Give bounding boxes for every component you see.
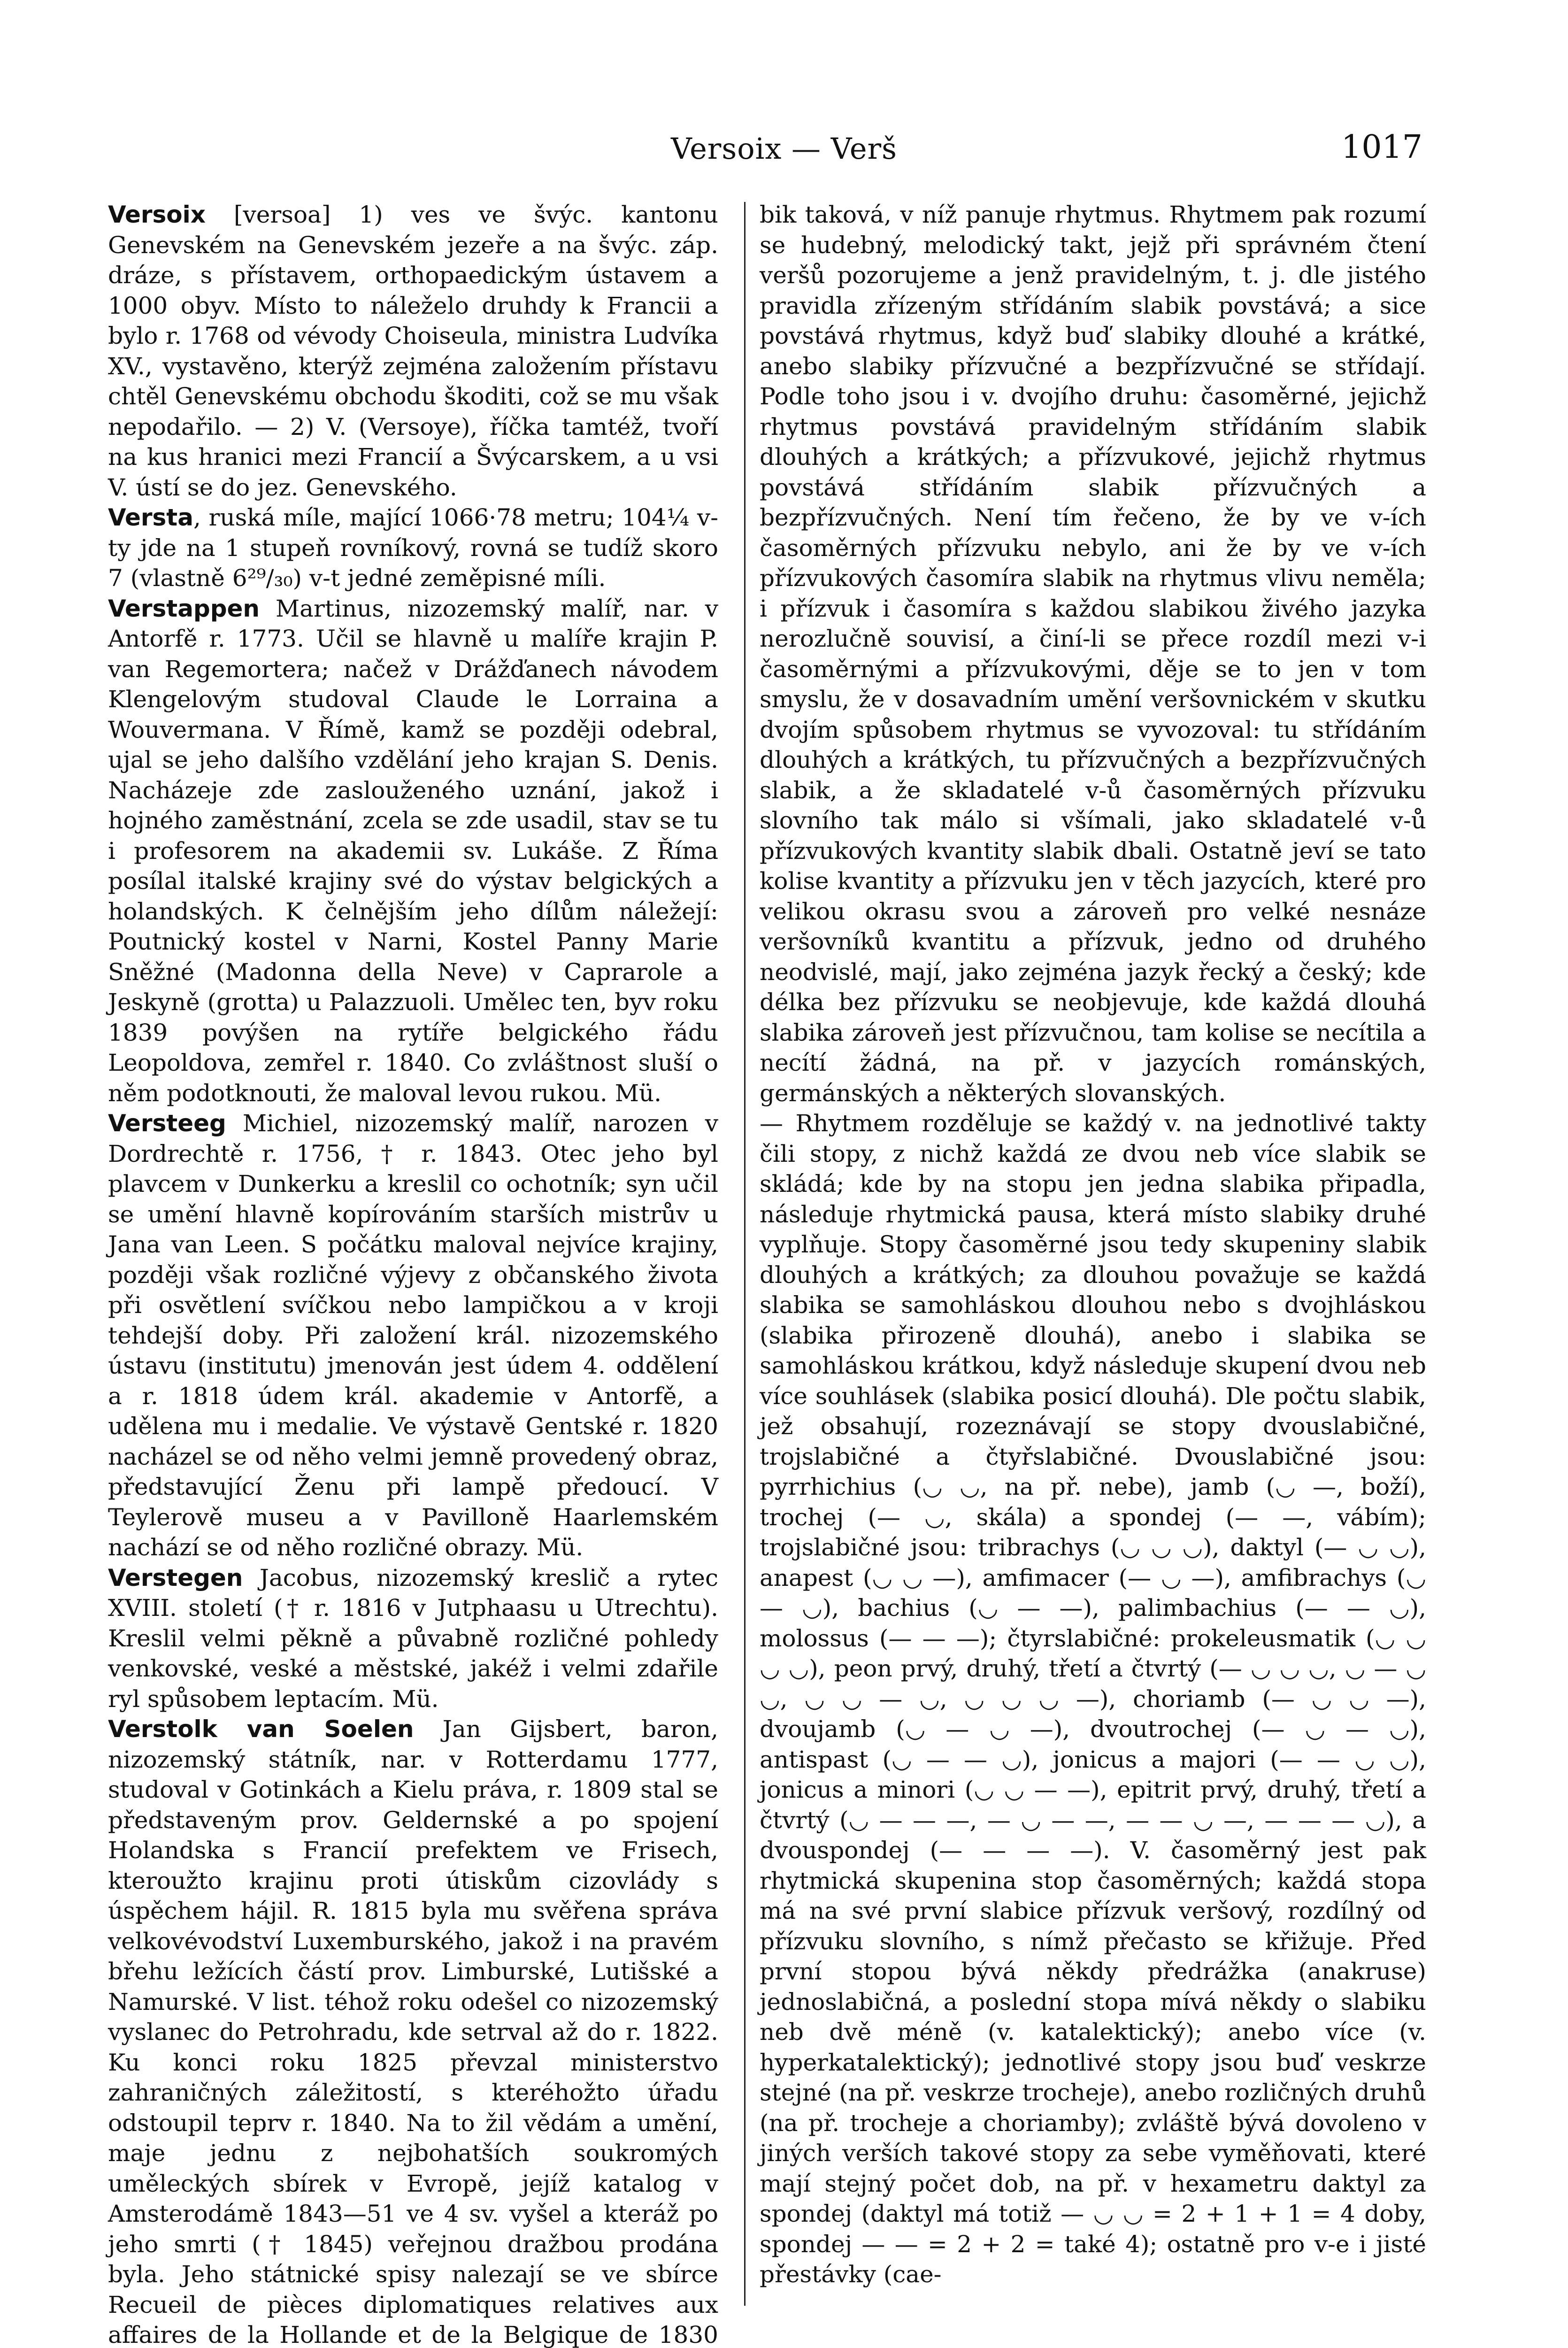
- column-divider: [744, 202, 746, 2306]
- entry-versta: [108, 502, 718, 594]
- right-column: [760, 200, 1426, 2290]
- entry-text: [versoa] 1) ves ve švýc. kantonu Genevském na Genevském jezeře a na švýc. záp. dráze, s přístavem, orthopaedickým ústavem a 1000 obyv. Místo to náleželo druhdy k Francii a bylo r. 1768 od vévody Choiseula, ministra Ludvíka XV., vystavěno, kterýž zejména založením přístavu chtěl Genevskému obchodu škoditi, což se mu však nepodařilo. — 2) V. (Versoye), říčka tamtéž, tvoří na kus hranici mezi Francií a Švýcarskem, a u vsi V. ústí se do jez. Genevského.: [108, 201, 718, 501]
- entry-verstegen: [108, 1563, 718, 1715]
- headword: Versta: [108, 504, 193, 531]
- entry-text: Jacobus, nizozemský kreslič a rytec XVIII. století († r. 1816 v Jutphaasu u Utrechtu). Kreslil velmi pěkně a půvabně rozličné pohledy venkovské, veské a městské, jakéž i velmi zdařile ryl spůsobem leptacím. Mü.: [108, 1564, 718, 1713]
- page-header: [0, 131, 1568, 188]
- left-column: [108, 200, 718, 2348]
- headword: Versoix: [108, 201, 206, 228]
- running-title: Versoix — Verš: [671, 131, 897, 166]
- entry-verstolk-van-soelen: [108, 1714, 718, 2348]
- entry-text: Jan Gijsbert, baron, nizozemský státník, nar. v Rotterdamu 1777, studoval v Gotinkách a Kielu práva, r. 1809 stal se představeným prov. Geldernské a po spojení Holandska s Francií prefektem ve Frisech, kteroužto krajinu proti útiskům cizovlády s úspěchem hájil. R. 1815 byla mu svěřena správa velkovévodství Luxemburského, jakož i na pravém břehu ležících částí prov. Limburské, Lutišské a Namurské. V list. téhož roku odešel co nizozemský vyslanec do Petrohradu, kde setrval až do r. 1822. Ku konci roku 1825 převzal ministerstvo zahraničných záležitostí, s kteréhožto úřadu odstoupil teprv r. 1840. Na to žil vědám a umění, maje jednu z nejbohatších soukromých uměleckých sbírek v Evropě, jejíž katalog v Amsterodámě 1843—51 ve 4 sv. vyšel a kteráž po jeho smrti († 1845) veřejnou dražbou prodána byla. Jeho státnické spisy nalezají se ve sbírce Recueil de pièces diplomatiques relatives aux affaires de la Hollande et de la Belgique de 1830: [108, 1715, 718, 2348]
- entry-verstappen: [108, 594, 718, 1109]
- vers-continuation-paragraph: bik taková, v níž panuje rhytmus. Rhytmem pak rozumí se hudebný, melodický takt, jejž při správném čtení veršů pozorujeme a jenž pravidelným, t. j. dle jistého pravidla zřízeným střídáním slabik povstává; a sice povstává rhytmus, když buď slabiky dlouhé a krátké, anebo slabiky přízvučné a bezpřízvučné se střídají. Podle toho jsou i v. dvojího druhu: časoměrné, jejichž rhytmus povstává pravidelným střídáním slabik dlouhých a krátkých; a přízvukové, jejichž rhytmus povstává střídáním slabik přízvučných a bezpřízvučných. Není tím řečeno, že by ve v-ích časoměrných přízvuku nebylo, ani že by ve v-ích přízvukových časomíra slabik na rhytmus vlivu neměla; i přízvuk i časomíra s každou slabikou živého jazyka nerozlučně souvisí, a činí-li se přece rozdíl mezi v-i časoměrnými a přízvukovými, děje se to jen v tom smyslu, že v dosavadním umění veršovnickém v skutku dvojím spůsobem rhytmus se vyvozoval: tu střídáním dlouhých a krátkých, tu přízvučných a bezpřízvučných slabik, a že skladatelé v-ů časoměrných přízvuku slovního tak málo si všímali, jako skladatelé v-ů přízvukových kvantity slabik dbali. Ostatně jeví se tato kolise kvantity a přízvuku jen v těch jazycích, které pro velikou okrasu svou a zároveň pro velké nesnáze veršovníků kvantitu a přízvuk, jedno od druhého neodvislé, mají, jako zejména jazyk řecký a český; kde délka bez přízvuku se neobjevuje, kde každá dlouhá slabika zároveň jest přízvučnou, tam kolise se necítila a necítí žádná, na př. v jazycích románských, germánských a některých slovanských.: [760, 201, 1426, 1107]
- entry-versteeg: [108, 1108, 718, 1563]
- entry-text: Martinus, nizozemský malíř, nar. v Antorfě r. 1773. Učil se hlavně u malíře krajin P. van Regemortera; načež v Drážďanech návodem Klengelovým studoval Claude le Lorraina a Wouvermana. V Římě, kamž se později odebral, ujal se jeho dalšího vzdělání jeho krajan S. Denis. Nacházeje zde zaslouženého uznání, jakož i hojného zaměstnání, zcela se zde usadil, stav se tu i profesorem na akademii sv. Lukáše. Z Říma posílal italské krajiny své do výstav belgických a holandských. K čelnějším jeho dílům náležejí: Poutnický kostel v Narni, Kostel Panny Marie Sněžné (Madonna della Neve) v Caprarole a Jeskyně (grotta) u Palazzuoli. Umělec ten, byv roku 1839 povýšen na rytíře belgického řádu Leopoldova, zemřel r. 1840. Co zvláštnost sluší o něm podotknouti, že maloval levou rukou. Mü.: [108, 595, 718, 1107]
- headword: Versteeg: [108, 1110, 226, 1137]
- entry-versoix: [108, 200, 718, 502]
- headword: Verstegen: [108, 1564, 243, 1591]
- headword: Verstappen: [108, 595, 260, 622]
- vers-feet-paragraph: — Rhytmem rozděluje se každý v. na jednotlivé takty čili stopy, z nichž každá ze dvou neb více slabik se skládá; kde by na stopu jen jedna slabika připadla, následuje rhytmická pausa, která místo slabiky druhé vyplňuje. Stopy časoměrné jsou tedy skupeniny slabik dlouhých a krátkých; za dlouhou považuje se každá slabika se samohláskou dlouhou nebo s dvojhláskou (slabika přirozeně dlouhá), anebo i slabika se samohláskou krátkou, když následuje skupení dvou neb více souhlásek (slabika posicí dlouhá). Dle počtu slabik, jež obsahují, rozeznávají se stopy dvouslabičné, trojslabičné a čtyřslabičné. Dvouslabičné jsou: pyrrhichius (◡ ◡, na př. nebe), jamb (◡ —, boží), trochej (— ◡, skála) a spondej (— —, vábím); trojslabičné jsou: tribrachys (◡ ◡ ◡), daktyl (— ◡ ◡), anapest (◡ ◡ —), amfimacer (— ◡ —), amfibrachys (◡ — ◡), bachius (◡ — —), palimbachius (— — ◡), molossus (— — —); čtyrslabičné: prokeleusmatik (◡ ◡ ◡ ◡), peon prvý, druhý, třetí a čtvrtý (— ◡ ◡ ◡, ◡ — ◡ ◡, ◡ ◡ — ◡, ◡ ◡ ◡ —), choriamb (— ◡ ◡ —), dvoujamb (◡ — ◡ —), dvoutrochej (— ◡ — ◡), antispast (◡ — — ◡), jonicus a majori (— — ◡ ◡), jonicus a minori (◡ ◡ — —), epitrit prvý, druhý, třetí a čtvrtý (◡ — — —, — ◡ — —, — — ◡ —, — — — ◡), a dvouspondej (— — — —). V. časoměrný jest pak rhytmická skupenina stop časoměrných; každá stopa má na své první slabice přízvuk veršový, rozdílný od přízvuku slovního, s nímž přečasto se křižuje. Před první stopou bývá někdy předrážka (anakruse) jednoslabičná, a poslední stopa mívá někdy o slabiku neb dvě méně (v. katalektický); anebo více (v. hyperkatalektický); jednotlivé stopy jsou buď veskrze stejné (na př. veskrze trocheje), anebo rozličných druhů (na př. trocheje a choriamby); zvláště bývá dovoleno v jiných verších takové stopy za sebe vyměňovati, které mají stejný počet dob, na př. v hexametru daktyl za spondej (daktyl má totiž — ◡ ◡ = 2 + 1 + 1 = 4 doby, spondej — — = 2 + 2 = také 4); ostatně pro v-e i jisté přestávky (cae-: [760, 1110, 1426, 2288]
- entry-text: Michiel, nizozemský malíř, narozen v Dordrechtě r. 1756, † r. 1843. Otec jeho byl plavcem v Dunkerku a kreslil co ochotník; syn učil se umění hlavně kopírováním starších mistrův u Jana van Leen. S počátku maloval nejvíce krajiny, později však rozličné výjevy z občanského života při osvětlení svíčkou nebo lampičkou a v kroji tehdejší doby. Při založení král. nizozemského ústavu (institutu) jmenován jest údem 4. oddělení a r. 1818 údem král. akademie v Antorfě, a udělena mu i medalie. Ve výstavě Gentské r. 1820 nacházel se od něho velmi jemně provedený obraz, představující Ženu při lampě předoucí. V Teylerově museu a v Pavilloně Haarlemském nachází se od něho rozličné obrazy. Mü.: [108, 1110, 718, 1561]
- page-number: 1017: [1341, 129, 1422, 166]
- entry-text: , ruská míle, mající 1066·78 metru; 104¼ v-ty jde na 1 stupeň rovníkový, rovná se tudíž skoro 7 (vlastně 6²⁹/₃₀) v-t jedné zeměpisné míli.: [108, 504, 718, 592]
- headword: Verstolk van Soelen: [108, 1715, 414, 1743]
